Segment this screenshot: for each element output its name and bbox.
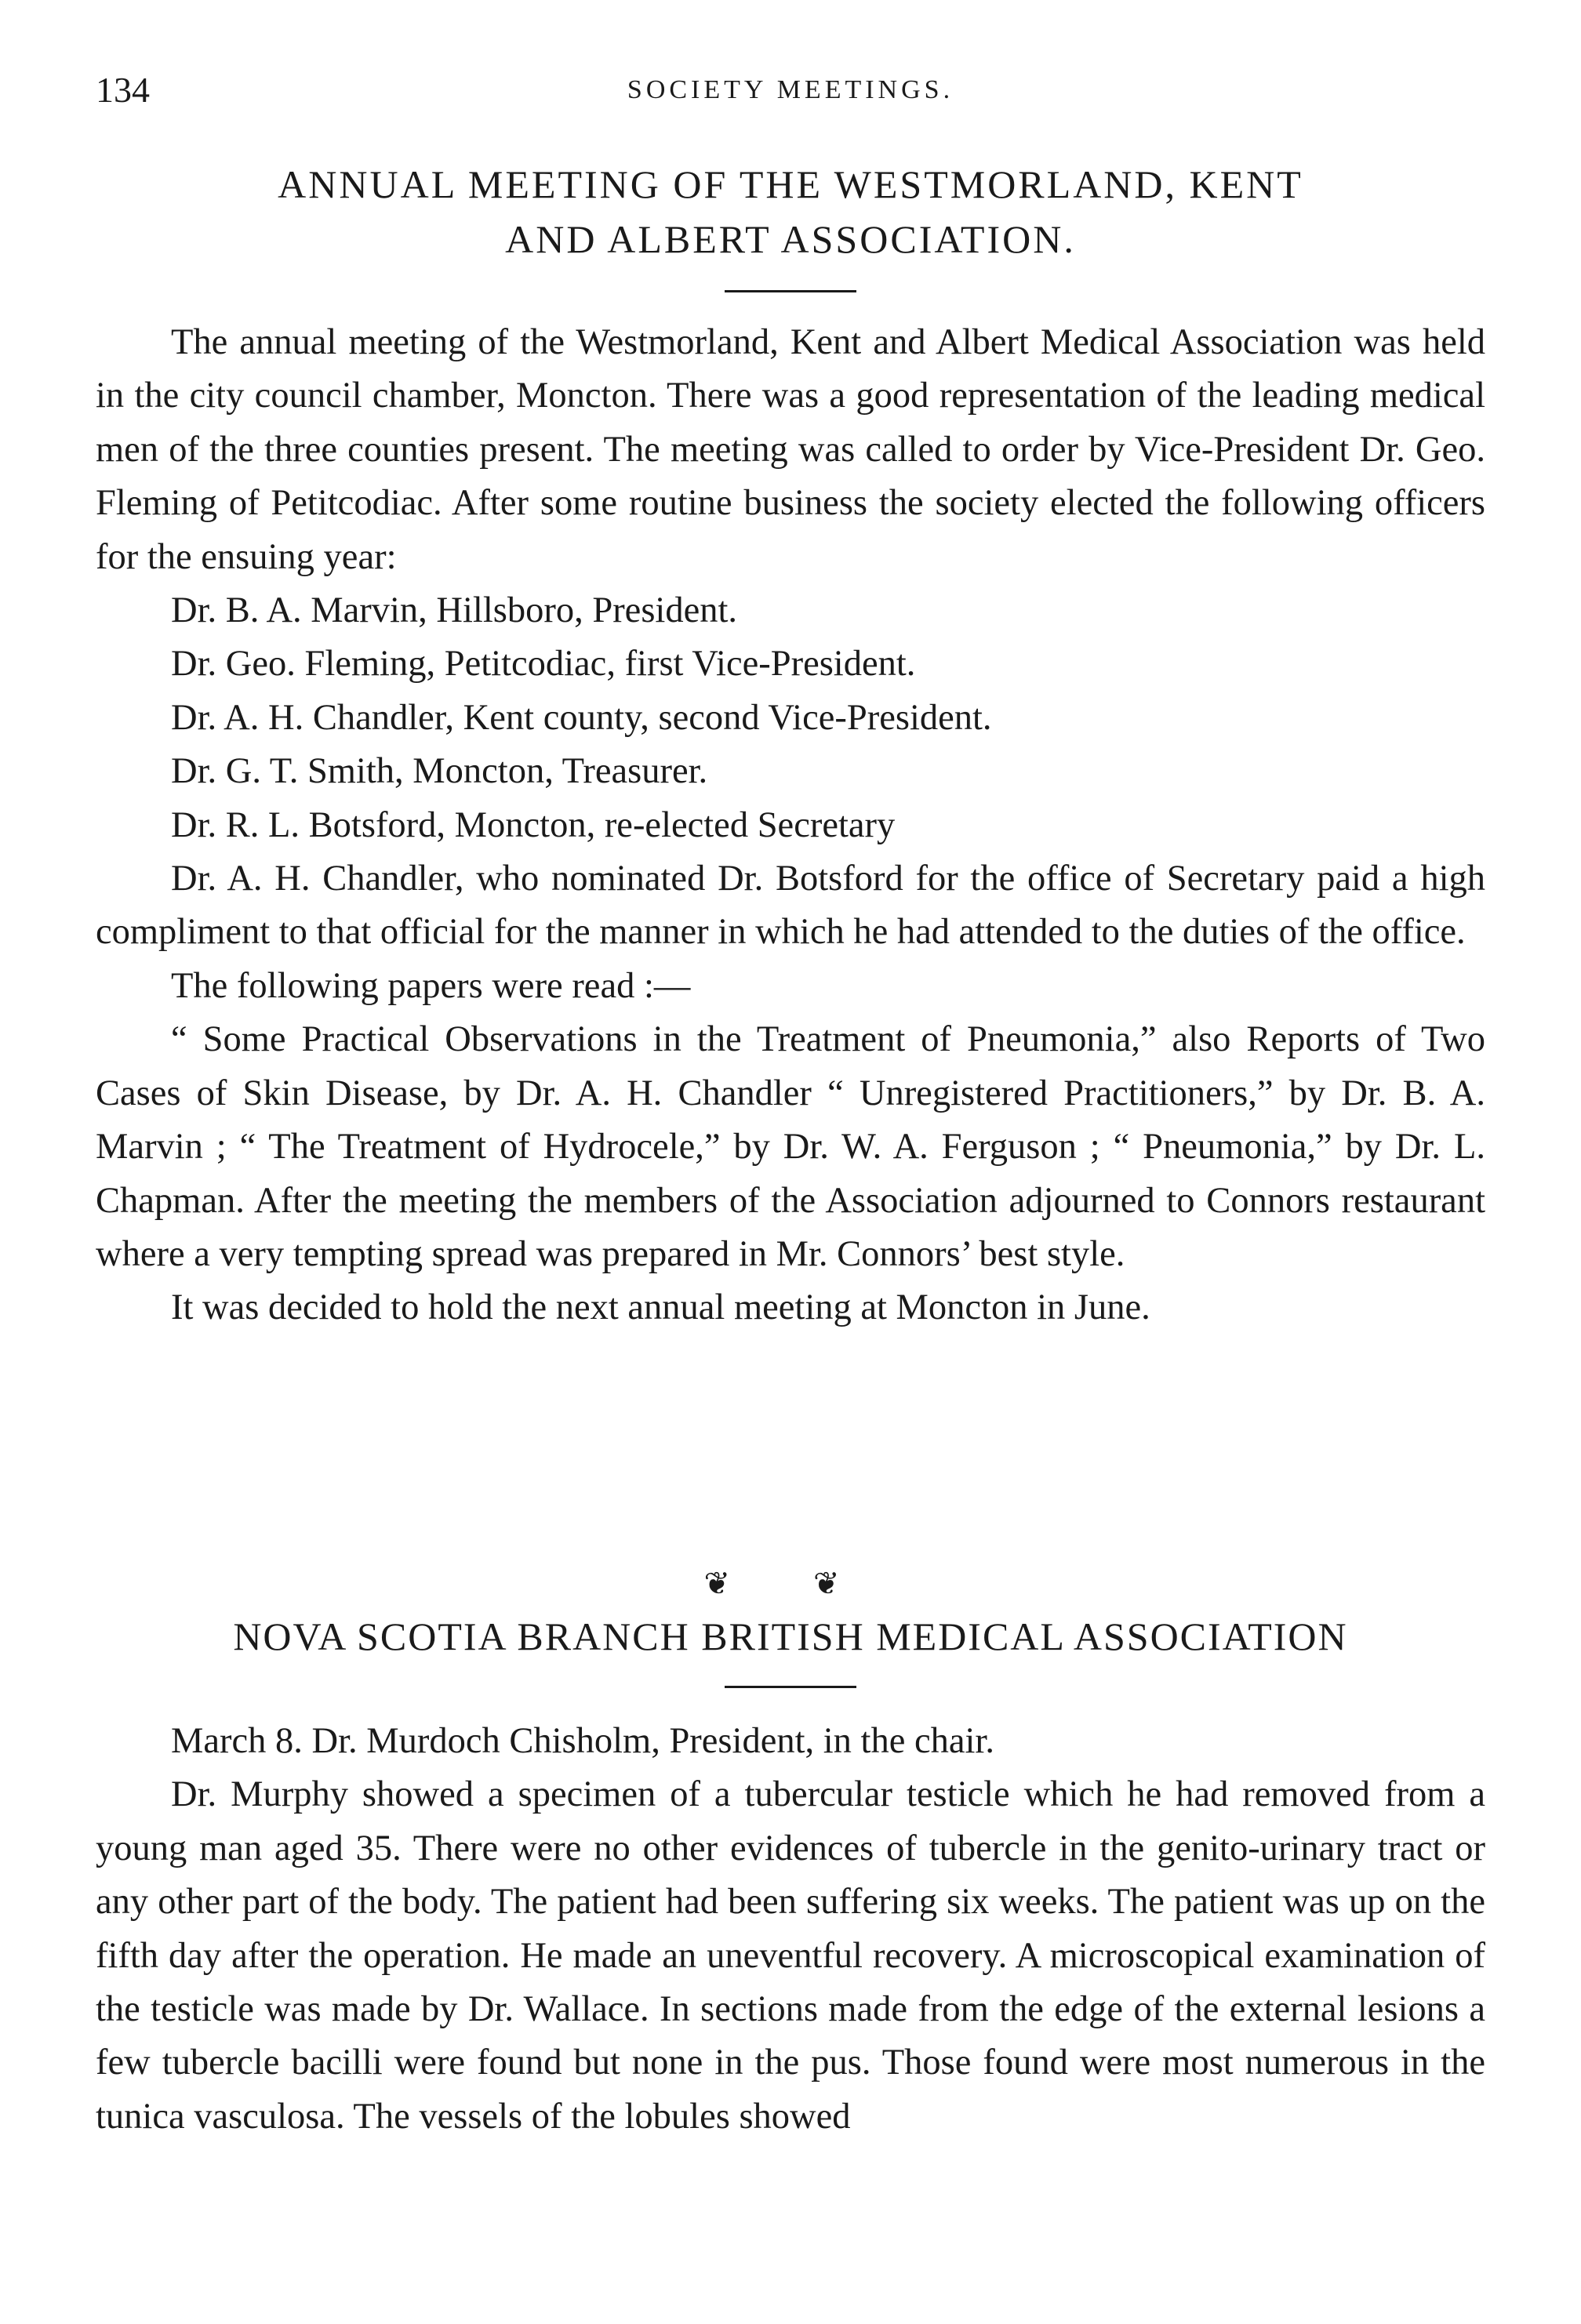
- date-line: March 8. Dr. Murdoch Chisholm, President, in the chair.: [171, 1721, 994, 1761]
- title-rule: [725, 290, 856, 292]
- body-paragraph: Dr. Murphy showed a specimen of a tubercular testicle which he had removed from a young man aged 35. There were no other evidences of tubercle in the genito-urinary tract or any other part of the body. The patient had been suffering six weeks. The patient was up on the fifth day after the operation. He made an uneventful recovery. A microscopical examination of the testicle was made by Dr. Wallace. In sections made from the edge of the external lesions a few tubercle bacilli were found but none in the pus. Those found were most numerous in the tunica vasculosa. The vessels of the lobules showed: [96, 1774, 1485, 2137]
- article-title: NOVA SCOTIA BRANCH BRITISH MEDICAL ASSOCIATION: [233, 1614, 1348, 1658]
- intro-paragraph: The annual meeting of the Westmorland, Kent and Albert Medical Association was held in the city council chamber, Moncton. There was a good representation of the leading medical men of the three counties present. The meeting was called to order by Vice-President Dr. Geo. Fleming of Petitcodiac. After some routine business the society elected the following officers for the ensuing year:: [96, 322, 1485, 577]
- officer-item: Dr. Geo. Fleming, Petitcodiac, first Vice-President.: [171, 644, 916, 684]
- officers-list: [96, 584, 1485, 852]
- article-westmorland: [96, 157, 1485, 1335]
- officer-item: Dr. G. T. Smith, Moncton, Treasurer.: [171, 751, 708, 792]
- papers-paragraph: “ Some Practical Observations in the Treatment of Pneumonia,” also Reports of Two Cases of Skin Disease, by Dr. A. H. Chandler “ Unregistered Practitioners,” by Dr. B. A. Marvin ; “ The Treatment of Hydrocele,” by Dr. W. A. Ferguson ; “ Pneumonia,” by Dr. L. Chapman. After the meeting the members of the Association adjourned to Connors restaurant where a very tempting spread was prepared in Mr. Connors’ best style.: [96, 1019, 1485, 1274]
- title-rule: [725, 1686, 856, 1688]
- running-header: [96, 69, 1485, 124]
- section-ornament: ❦ ❦: [703, 1566, 878, 1601]
- papers-intro: The following papers were read :—: [171, 965, 691, 1006]
- article-nova-scotia: [96, 1609, 1485, 2144]
- running-title: SOCIETY MEETINGS.: [627, 75, 954, 104]
- officer-item: Dr. B. A. Marvin, Hillsboro, President.: [171, 590, 738, 631]
- officer-item: Dr. A. H. Chandler, Kent county, second Vice-President.: [171, 697, 992, 738]
- compliment-paragraph: Dr. A. H. Chandler, who nominated Dr. Botsford for the office of Secretary paid a high compliment to that official for the manner in which he had attended to the duties of the office.: [96, 859, 1485, 953]
- article-title-line-1: ANNUAL MEETING OF THE WESTMORLAND, KENT: [278, 162, 1303, 206]
- article-title-line-2: AND ALBERT ASSOCIATION.: [505, 217, 1076, 261]
- page-number: 134: [96, 70, 150, 110]
- officer-item: Dr. R. L. Botsford, Moncton, re-elected Secretary: [171, 804, 896, 845]
- next-meeting-paragraph: It was decided to hold the next annual meeting at Moncton in June.: [171, 1287, 1150, 1328]
